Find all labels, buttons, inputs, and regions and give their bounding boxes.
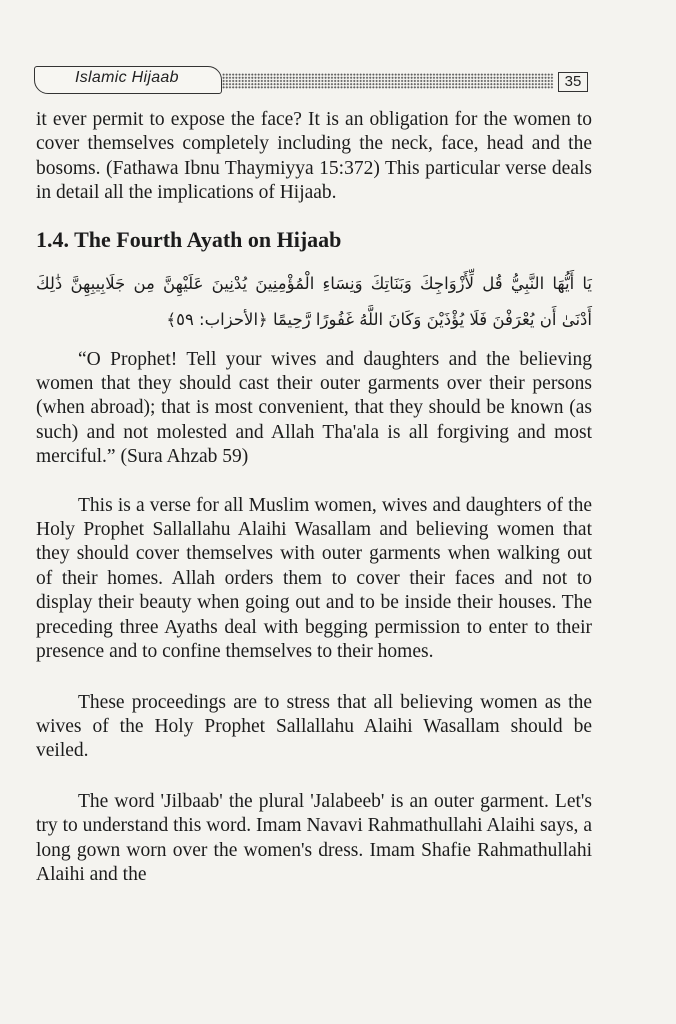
section-heading: 1.4. The Fourth Ayath on Hijaab <box>36 226 342 252</box>
header-dotted-rule <box>222 73 554 89</box>
page-content <box>36 108 592 887</box>
running-header <box>34 66 594 96</box>
page-number: 35 <box>558 72 588 92</box>
paragraph-3: These proceedings are to stress that all believing women as the wives of the Holy Prophet Sallallahu Alaihi Wasallam should be veiled. <box>36 691 592 762</box>
arabic-verse: يَا أَيُّهَا النَّبِيُّ قُل لِّأَزْوَاجِكَ وَبَنَاتِكَ وَنِسَاءِ الْمُؤْمِنِينَ يُدْنِينَ عَلَيْهِنَّ مِن جَلَابِيبِهِنَّ ذَٰلِكَ أَدْنَىٰ أَن يُعْرَفْنَ فَلَا يُؤْذَيْنَ وَكَانَ اللَّهُ غَفُورًا رَّحِيمًا ﴿الأحزاب: ٥٩﴾ <box>36 273 592 329</box>
continued-paragraph: it ever permit to expose the face? It is an obligation for the women to cover themselves completely including the neck, face, head and the bosoms. (Fathawa Ibnu Thaymiyya 15:372) This particular verse deals in detail all the implications of Hijaab. <box>36 109 592 204</box>
header-title-tab <box>34 66 222 94</box>
book-title: Islamic Hijaab <box>75 69 179 86</box>
verse-translation: “O Prophet! Tell your wives and daughters and the believing women that they should cast their outer garments over their persons (when abroad); that is most convenient, that they should be known (as such) and not molested and Allah Tha'ala is all forgiving and most merciful.” (Sura Ahzab 59) <box>36 348 592 468</box>
paragraph-2: This is a verse for all Muslim women, wives and daughters of the Holy Prophet Sallallahu Alaihi Wasallam and believing women that they should cover themselves with outer garments when walking out of their homes. Allah orders them to cover their faces and not to display their beauty when going out and to be inside their houses. The preceding three Ayaths deal with begging permission to enter to their presence and to confine themselves to their homes. <box>36 494 592 663</box>
paragraph-4: The word 'Jilbaab' the plural 'Jalabeeb' is an outer garment. Let's try to understand this word. Imam Navavi Rahmathullahi Alaihi says, a long gown worn over the women's dress. Imam Shafie Rahmathullahi Alaihi and the <box>36 790 592 885</box>
